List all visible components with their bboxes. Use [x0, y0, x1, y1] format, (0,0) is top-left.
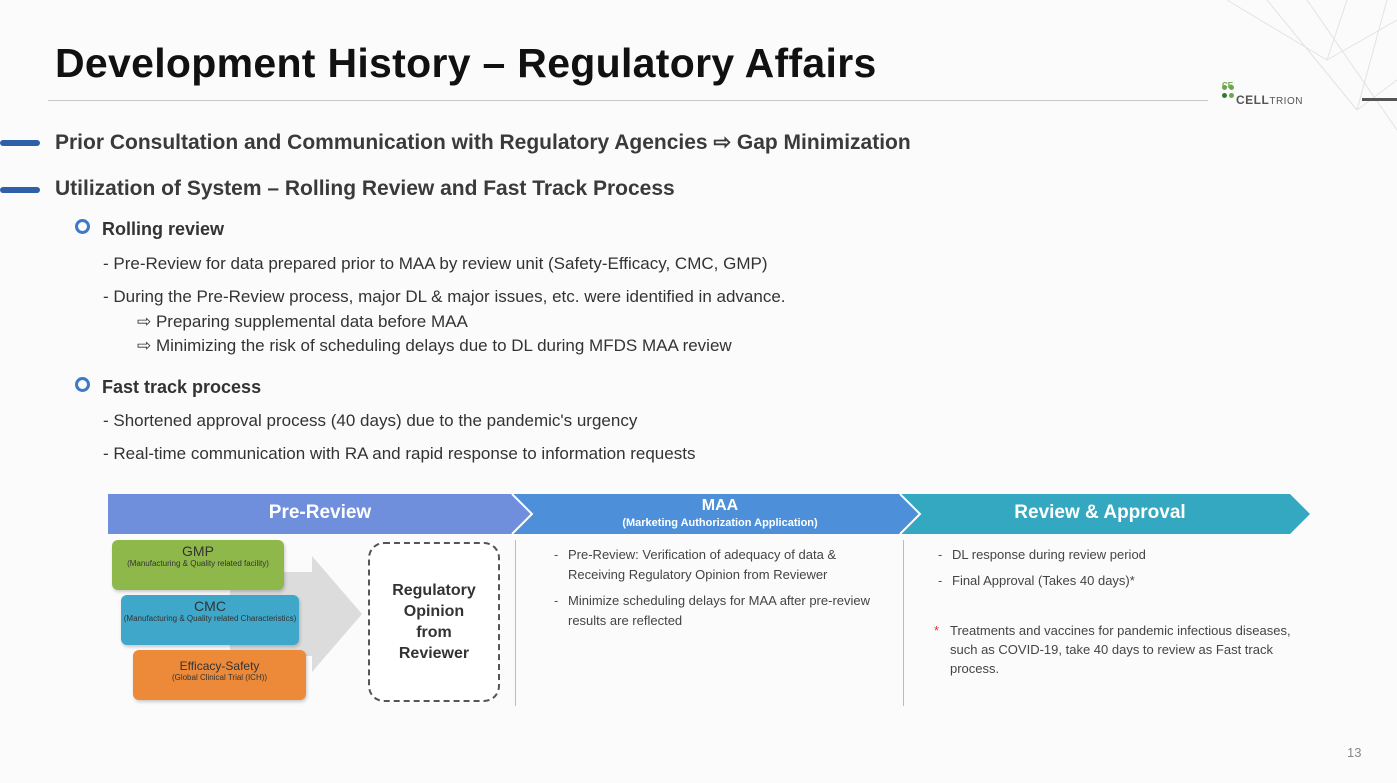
rolling-review-line: - Pre-Review for data prepared prior to MAA by review unit (Safety-Efficacy, CMC, GMP)	[103, 254, 768, 273]
footnote-mark: *	[934, 623, 940, 638]
approval-point: - Final Approval (Takes 40 days)*	[934, 571, 1294, 591]
fast-track-heading: Fast track process	[75, 377, 261, 398]
phase-maa-label: MAA	[701, 497, 739, 514]
maa-points	[550, 545, 880, 637]
rolling-review-line: - During the Pre-Review process, major DL & major issues, etc. were identified in advance.	[103, 287, 786, 306]
phase-maa-sublabel: (Marketing Authorization Application)	[622, 517, 818, 529]
page-number: 13	[1347, 745, 1362, 760]
approval-point: - DL response during review period	[934, 545, 1294, 565]
fast-track-line: - Real-time communication with RA and rapid response to information requests	[103, 444, 696, 463]
fast-track-line: - Shortened approval process (40 days) due to the pandemic's urgency	[103, 411, 638, 430]
column-divider	[515, 540, 516, 706]
review-unit-gmp: GMP (Manufacturing & Quality related facility)	[112, 540, 284, 590]
maa-point: - Minimize scheduling delays for MAA after pre-review results are reflected	[550, 591, 880, 631]
regulatory-opinion-box: Regulatory Opinion from Reviewer	[368, 542, 500, 702]
rolling-review-arrow-line: ⇨ Preparing supplemental data before MAA	[137, 312, 468, 331]
footnote	[934, 621, 1315, 678]
approval-points	[934, 545, 1294, 597]
column-divider	[903, 540, 904, 706]
review-unit-efficacy-safety: Efficacy-Safety (Global Clinical Trial (ICH))	[133, 650, 306, 700]
bullet-1: Prior Consultation and Communication with Regulatory Agencies ⇨ Gap Minimization	[55, 131, 911, 154]
footnote-text: Treatments and vaccines for pandemic infectious diseases, such as COVID-19, take 40 days to review as Fast track process.	[950, 623, 1291, 676]
review-unit-cmc: CMC (Manufacturing & Quality related Characteristics)	[121, 595, 299, 645]
slide-title: Development History – Regulatory Affairs	[55, 40, 877, 86]
phase-pre-review-label: Pre-Review	[268, 502, 372, 523]
logo-brand: CELL	[1236, 93, 1270, 107]
logo-prefix: CE	[1222, 81, 1234, 90]
logo-suffix: TRION	[1269, 96, 1303, 107]
rolling-review-heading: Rolling review	[75, 219, 224, 240]
rolling-review-arrow-line: ⇨ Minimizing the risk of scheduling delays due to DL during MFDS MAA review	[137, 336, 732, 355]
bullet-2: Utilization of System – Rolling Review and Fast Track Process	[55, 177, 675, 200]
maa-point: - Pre-Review: Verification of adequacy of data & Receiving Regulatory Opinion from Reviewer	[550, 545, 880, 585]
phase-approval-label: Review & Approval	[1014, 502, 1186, 523]
